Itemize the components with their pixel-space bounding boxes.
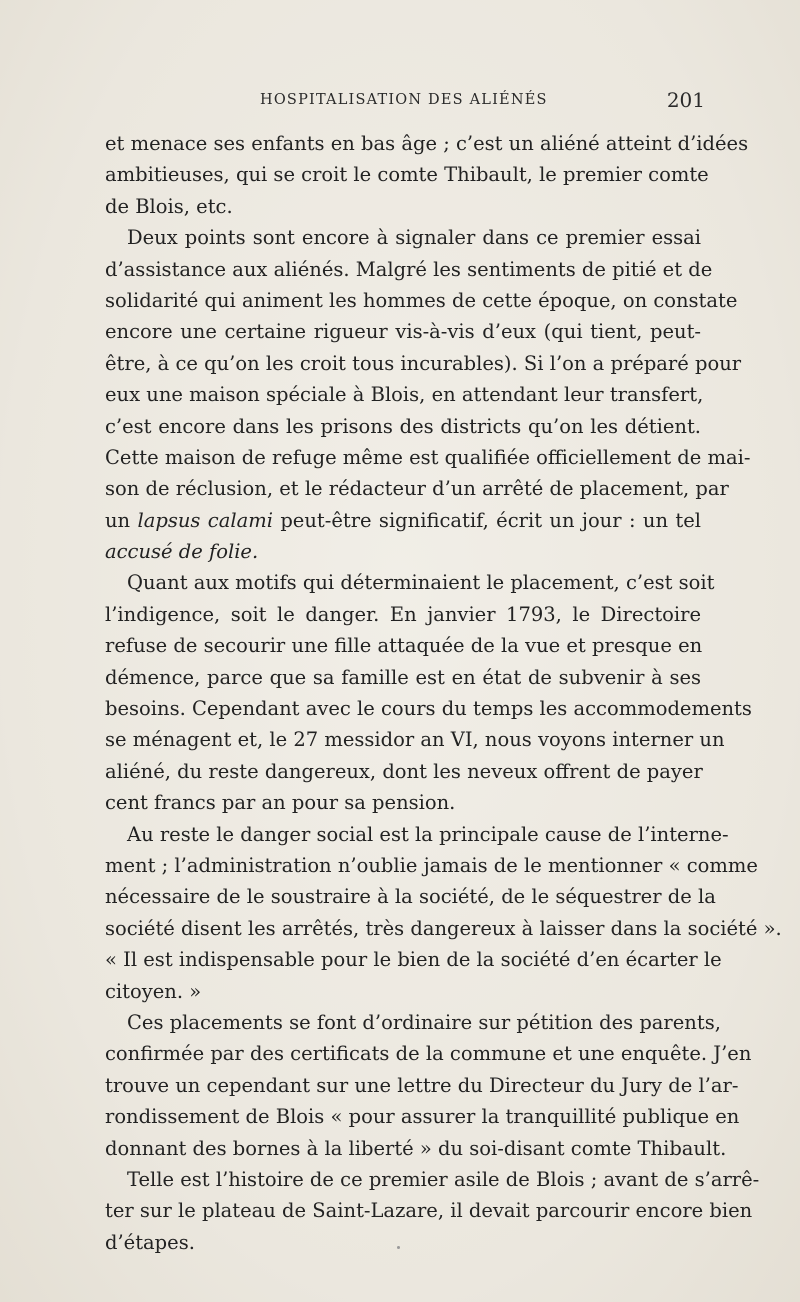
text-line: trouve un cependant sur une lettre du Directeur du Jury de l’ar- xyxy=(105,1073,739,1097)
text-line: de Blois, etc. xyxy=(105,194,233,218)
text-line: démence, parce que sa famille est en état de subvenir à ses xyxy=(105,665,701,689)
body-text xyxy=(105,128,782,1258)
text-line: aliéné, du reste dangereux, dont les neveux offrent de payer xyxy=(105,759,703,783)
text-line: l’indigence, soit le danger. En janvier 1793, le Directoire xyxy=(105,602,701,626)
paragraph-start-line: Au reste le danger social est la principale cause de l’interne- xyxy=(127,822,729,846)
italic-phrase-lapsus-calami: lapsus calami xyxy=(137,508,273,532)
text-line-with-italic xyxy=(105,536,701,567)
text-line: cent francs par an pour sa pension. xyxy=(105,791,456,815)
text-line: être, à ce qu’on les croit tous incurables). Si l’on a préparé pour xyxy=(105,351,742,375)
paragraph-start-line: Deux points sont encore à signaler dans ce premier essai xyxy=(127,226,701,250)
text-line: rondissement de Blois « pour assurer la tranquillité publique en xyxy=(105,1105,740,1129)
text-line: refuse de secourir une fille attaquée de la vue et presque en xyxy=(105,634,703,658)
text-line: besoins. Cependant avec le cours du temps les accommodements xyxy=(105,697,752,721)
text-line: c’est encore dans les prisons des districts qu’on les détient. xyxy=(105,414,701,438)
text-line: d’assistance aux aliénés. Malgré les sentiments de pitié et de xyxy=(105,257,713,281)
page-number: 201 xyxy=(666,88,705,112)
text-line: eux une maison spéciale à Blois, en attendant leur transfert, xyxy=(105,383,704,407)
page-header xyxy=(105,88,705,116)
text-line: confirmée par des certificats de la commune et une enquête. J’en xyxy=(105,1042,752,1066)
line-text: un xyxy=(105,508,138,532)
text-line: et menace ses enfants en bas âge ; c’est un aliéné atteint d’idées xyxy=(105,132,749,155)
line-text: peut-être significatif, écrit un jour : un tel xyxy=(272,508,701,532)
text-line: nécessaire de le soustraire à la société, de le séquestrer de la xyxy=(105,885,716,909)
text-line: encore une certaine rigueur vis-à-vis d’eux (qui tient, peut- xyxy=(105,320,701,344)
text-line: ment ; l’administration n’oublie jamais de le mentionner « comme xyxy=(105,853,758,877)
text-line: donnant des bornes à la liberté » du soi-disant comte Thibault. xyxy=(105,1136,727,1160)
text-line: ambitieuses, qui se croit le comte Thibault, le premier comte xyxy=(105,163,709,187)
paragraph-start-line: Telle est l’histoire de ce premier asile de Blois ; avant de s’arrê- xyxy=(127,1167,760,1191)
text-line: « Il est indispensable pour le bien de la société d’en écarter le xyxy=(105,948,722,972)
text-line-with-italic xyxy=(105,505,701,536)
text-line: son de réclusion, et le rédacteur d’un arrêté de placement, par xyxy=(105,477,729,501)
text-line: société disent les arrêtés, très dangereux à laisser dans la société ». xyxy=(105,916,782,940)
paragraph-start-line: Ces placements se font d’ordinaire sur pétition des parents, xyxy=(127,1010,721,1034)
text-line: d’étapes. xyxy=(105,1230,195,1254)
paper-speck xyxy=(397,1246,400,1249)
text-line: Cette maison de refuge même est qualifiée officiellement de mai- xyxy=(105,445,751,469)
text-line: se ménagent et, le 27 messidor an VI, nous voyons interner un xyxy=(105,728,725,752)
text-line: solidarité qui animent les hommes de cette époque, on constate xyxy=(105,288,738,312)
italic-phrase-accuse-de-folie: accusé de folie. xyxy=(105,540,259,564)
paragraph-start-line: Quant aux motifs qui déterminaient le placement, c’est soit xyxy=(127,571,715,595)
text-line: ter sur le plateau de Saint-Lazare, il devait parcourir encore bien xyxy=(105,1199,753,1223)
running-head: HOSPITALISATION DES ALIÉNÉS xyxy=(260,92,548,108)
text-line: citoyen. » xyxy=(105,979,202,1003)
